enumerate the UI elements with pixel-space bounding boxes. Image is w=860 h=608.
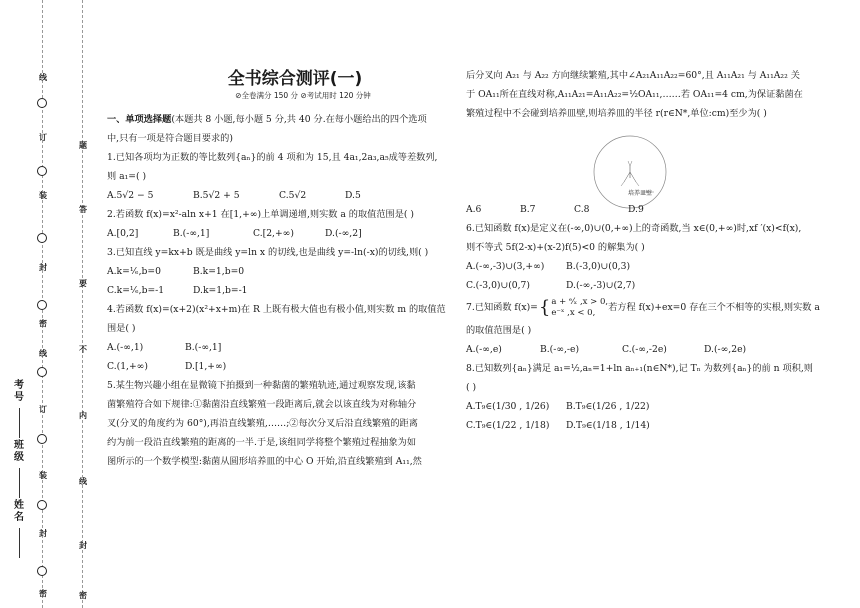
gutter-char: 线 [39, 349, 47, 358]
question-5-line7: 于 OA₁₁所在直线对称,A₁₁A₂₁=A₁₁A₂₂=½OA₁₁,……若 OA₁₁=4 cm,为保证黏菌在 [466, 89, 803, 100]
option-c: C.[2,+∞) [253, 228, 294, 239]
question-5-line8: 繁殖过程中不会碰到培养皿壁,则培养皿的半径 r(r∈N*,单位:cm)至少为( ) [466, 108, 767, 119]
binding-hole [37, 367, 47, 377]
gutter-char: 封 [39, 529, 47, 538]
question-6-options-row2 [466, 276, 811, 295]
question-6-cont: 则不等式 5f(2-x)+(x-2)f(5)<0 的解集为( ) [466, 242, 645, 253]
gutter-char: 装 [39, 471, 47, 480]
right-column [466, 66, 811, 123]
binding-hole [37, 233, 47, 243]
name-line [19, 528, 20, 558]
question-8: 8.已知数列{aₙ}满足 a₁=½,aₙ=1+ln aₙ₊₁(n∈N*),记 Tₙ 为数列{aₙ}的前 n 项积,则 [466, 363, 813, 374]
option-a: A.T₉∈(1/30 , 1/26) [466, 401, 550, 412]
binding-hole [37, 500, 47, 510]
option-d: D.(-∞,-3)∪(2,7) [566, 280, 636, 291]
binding-gutter [0, 0, 95, 608]
option-a: A.k=¹⁄ₑ,b=0 [107, 266, 161, 277]
question-5-line2: 菌繁殖符合如下规律:①黏菌沿直线繁殖一段距离后,就会以该直线为对称轴分 [107, 399, 417, 410]
binding-hole [37, 434, 47, 444]
option-b: B.(-3,0)∪(0,3) [566, 261, 631, 272]
question-7-rest: 若方程 f(x)+ex=0 存在三个不相等的实根,则实数 a [608, 302, 820, 313]
option-c: C.(1,+∞) [107, 361, 148, 372]
gutter-char: 订 [39, 405, 47, 414]
binding-hole [37, 98, 47, 108]
question-8-cont: ( ) [466, 382, 477, 393]
exam-number-line [19, 408, 20, 438]
question-5-line4: 约为前一段沿直线繁殖的距离的一半.于是,该组同学将整个繁殖过程抽象为如 [107, 437, 417, 448]
option-b: B.(-∞,1] [185, 342, 222, 353]
option-c: C.(-3,0)∪(0,7) [466, 280, 530, 291]
option-d: D.(-∞,2] [325, 228, 362, 239]
piecewise-cases [551, 297, 608, 319]
gutter-char: 密 [79, 591, 87, 600]
gutter-char: 要 [79, 279, 87, 288]
question-5-options [466, 200, 811, 219]
question-6: 6.已知函数 f(x)是定义在(-∞,0)∪(0,+∞)上的奇函数,当 x∈(0,+∞)时,xf ′(x)<f(x), [466, 223, 802, 234]
question-6-options-row1 [466, 257, 811, 276]
question-1-options [107, 186, 447, 205]
question-4-options-row2 [107, 357, 447, 376]
option-a: A.(-∞,1) [107, 342, 144, 353]
gutter-char: 密 [39, 589, 47, 598]
left-column [107, 110, 447, 471]
question-4: 4.若函数 f(x)=(x+2)(x²+x+m)在 R 上既有极大值也有极小值,则实数 m 的取值范 [107, 304, 446, 315]
question-5-line6: 后分叉向 A₂₁ 与 A₂₂ 方向继续繁殖,其中∠A₂₁A₁₁A₂₂=60°,且 A₁₁A₂₁ 与 A₁₁A₂₂ 关 [466, 70, 800, 81]
option-c: C.(-∞,-2e) [622, 344, 667, 355]
option-c: C.8 [574, 204, 590, 215]
name-label: 姓名 [14, 500, 24, 523]
exam-meta: ⊘全卷满分 150 分 ⊘考试用时 120 分钟 [235, 91, 371, 100]
option-d: D.5 [345, 190, 361, 201]
option-d: D.[1,+∞) [185, 361, 227, 372]
question-1: 1.已知各项均为正数的等比数列{aₙ}的前 4 项和为 15,且 4a₁,2a₃,a₅成等差数列, [107, 152, 438, 163]
gutter-char: 不 [79, 345, 87, 354]
gutter-char: 装 [39, 191, 47, 200]
option-c: C.k=¹⁄ₑ,b=-1 [107, 285, 165, 296]
option-a: A.(-∞,-3)∪(3,+∞) [466, 261, 545, 272]
figure-caption: 培养皿壁 [628, 190, 653, 197]
option-d: D.(-∞,2e) [704, 344, 747, 355]
gutter-char: 答 [79, 205, 87, 214]
right-column-lower [466, 200, 820, 435]
option-b: B.(-∞,1] [173, 228, 210, 239]
case-2: e⁻ˣ ,x < 0, [551, 308, 596, 318]
question-7-cont: 的取值范围是( ) [466, 325, 532, 336]
question-2-options [107, 224, 447, 243]
option-a: A.6 [466, 204, 482, 215]
cut-line-outer [82, 0, 83, 608]
class-label: 班级 [14, 440, 24, 463]
question-4-options-row1 [107, 338, 447, 357]
gutter-char: 封 [79, 541, 87, 550]
option-a: A.5√2 − 5 [107, 190, 154, 201]
page-title: 全书综合测评(一) [227, 69, 363, 89]
question-7-stem: 7.已知函数 f(x)= [466, 302, 538, 313]
brace-icon: { [538, 297, 551, 318]
binding-hole [37, 566, 47, 576]
question-3-options-row1 [107, 262, 447, 281]
section-note: (本题共 8 小题,每小题 5 分,共 40 分.在每小题给出的四个选项 [171, 114, 427, 125]
question-8-options-row2 [466, 416, 811, 435]
option-b: B.(-∞,-e) [540, 344, 580, 355]
question-5-line1: 5.某生物兴趣小组在显微镜下拍摄到一种黏菌的繁殖轨迹,通过观察发现,该黏 [107, 380, 416, 391]
gutter-char: 订 [39, 133, 47, 142]
question-3: 3.已知直线 y=kx+b 既是曲线 y=ln x 的切线,也是曲线 y=-ln(-x)的切线,则( ) [107, 247, 429, 258]
question-5-line5: 图所示的一个数学模型:黏菌从圆形培养皿的中心 O 开始,沿直线繁殖到 A₁₁,然 [107, 456, 422, 467]
section-heading: 一、单项选择题 [107, 114, 172, 125]
section-note-cont: 中,只有一项是符合题目要求的) [107, 133, 233, 144]
exam-number-label: 考号 [14, 380, 24, 403]
petri-dish-figure [592, 134, 668, 210]
option-b: B.k=1,b=0 [193, 266, 245, 277]
gutter-char: 线 [79, 477, 87, 486]
option-a: A.[0,2] [107, 228, 139, 239]
option-a: A.(-∞,e) [466, 344, 502, 355]
option-c: C.T₉∈(1/22 , 1/18) [466, 420, 550, 431]
class-line [19, 468, 20, 498]
question-7-options [466, 340, 811, 359]
option-c: C.5√2 [279, 190, 307, 201]
question-5-line3: 叉(分叉的角度约为 60°),再沿直线繁殖,……;②每次分叉后沿直线繁殖的距离 [107, 418, 418, 429]
question-7 [466, 295, 820, 321]
gutter-char: 密 [39, 319, 47, 328]
case-1: a + ᵉ⁄ₓ ,x > 0, [551, 297, 609, 307]
question-1-cont: 则 a₁=( ) [107, 171, 147, 182]
option-b: B.7 [520, 204, 536, 215]
gutter-char: 题 [79, 141, 87, 150]
question-3-options-row2 [107, 281, 447, 300]
gutter-char: 内 [79, 411, 87, 420]
question-4-cont: 围是( ) [107, 323, 136, 334]
option-d: D.9 [628, 204, 644, 215]
gutter-char: 封 [39, 263, 47, 272]
option-d: D.k=1,b=-1 [193, 285, 248, 296]
option-d: D.T₉∈(1/18 , 1/14) [566, 420, 650, 431]
question-2: 2.若函数 f(x)=x²-aln x+1 在[1,+∞)上单调递增,则实数 a 的取值范围是( ) [107, 209, 414, 220]
gutter-char: 线 [39, 73, 47, 82]
binding-hole [37, 166, 47, 176]
binding-hole [37, 300, 47, 310]
question-8-options-row1 [466, 397, 811, 416]
option-b: B.T₉∈(1/26 , 1/22) [566, 401, 650, 412]
option-b: B.5√2 + 5 [193, 190, 240, 201]
